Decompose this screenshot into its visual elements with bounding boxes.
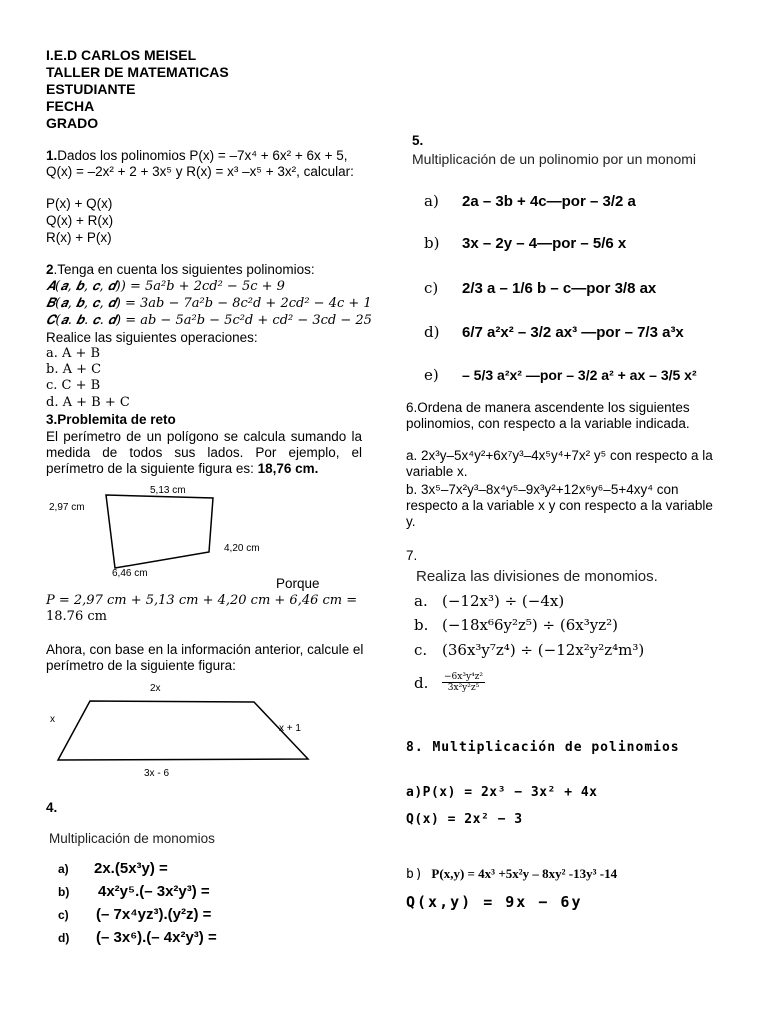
q7-item-a-label: a. xyxy=(414,592,428,610)
q7-number: 7. xyxy=(406,548,418,563)
q7-item-d-denominator: 3x²y²z⁵ xyxy=(447,683,480,693)
fig2-label-top: 2x xyxy=(150,683,161,694)
q2-number: 2 xyxy=(46,262,54,277)
q5-item-a xyxy=(424,192,636,210)
q5-item-a-expr: 2a – 3b + 4c—por – 3/2 a xyxy=(462,193,636,210)
q5-item-b-label: b) xyxy=(424,234,440,252)
student-label: ESTUDIANTE xyxy=(46,81,136,97)
q7-item-c xyxy=(414,641,644,659)
school-name: I.E.D CARLOS MEISEL xyxy=(46,47,197,63)
q5-item-d-label: d) xyxy=(424,323,440,341)
q7-item-b xyxy=(414,616,618,634)
q6-statement: 6.Ordena de manera ascendente los siguientes polinomios, con respecto a la variable indicada. xyxy=(406,400,690,431)
q2-op-d: d. A + B + C xyxy=(46,395,130,410)
q2-intro xyxy=(46,262,315,278)
q4-item-b-expr: 4x²y⁵.(– 3x²y³) = xyxy=(98,883,210,900)
q4-caption: Multiplicación de monomios xyxy=(49,831,215,846)
fig1-label-top: 5,13 cm xyxy=(150,485,186,496)
quadrilateral-figure-2 xyxy=(46,676,326,786)
q1-number: 1. xyxy=(46,148,58,163)
q2-poly-a: 𝑨(𝒂, 𝒃, 𝒄, 𝒅)) = 5a²b + 2cd² − 5c + 9 xyxy=(46,279,285,294)
q4-item-d xyxy=(58,929,217,946)
q8-b-label: b) xyxy=(406,867,424,882)
q7-item-c-expr: (36x³y⁷z⁴) ÷ (−12x²y²z⁴m³) xyxy=(442,641,645,659)
fig2-label-bottom: 3x - 6 xyxy=(144,768,170,779)
q5-item-d-expr: 6/7 a²x² – 3/2 ax³ —por – 7/3 a³x xyxy=(462,324,684,341)
q4-item-a-label: a) xyxy=(58,862,69,876)
q8-b-p: P(x,y) = 4x³ +5x²y – 8xy² -13y³ -14 xyxy=(431,866,618,881)
q3-result: 18.76 cm xyxy=(46,609,107,624)
q5-item-d xyxy=(424,323,684,341)
q8-b-q: Q(x,y) = 9x − 6y xyxy=(406,893,583,911)
q7-item-b-expr: (−18x⁶6y²z⁵) ÷ (6x³yz²) xyxy=(442,616,618,634)
q3-porque: Porque xyxy=(276,576,320,591)
q7-item-c-label: c. xyxy=(414,641,428,659)
q5-item-c-label: c) xyxy=(424,279,439,297)
q7-caption: Realiza las divisiones de monomios. xyxy=(416,568,658,585)
grade-label: GRADO xyxy=(46,115,99,131)
q4-item-b-label: b) xyxy=(58,885,70,899)
q8-a-q: Q(x) = 2x² − 3 xyxy=(406,812,523,827)
q4-item-c-expr: (– 7x⁴yz³).(y²z) = xyxy=(96,906,212,923)
q3-paragraph-value: 18,76 cm. xyxy=(257,461,319,476)
q2-op-a: a. A + B xyxy=(46,346,101,361)
q1-op-2: Q(x) + R(x) xyxy=(46,213,114,228)
q3-formula: P = 2,97 cm + 5,13 cm + 4,20 cm + 6,46 cm = xyxy=(46,593,358,608)
date-label: FECHA xyxy=(46,98,95,114)
q5-item-a-label: a) xyxy=(424,192,439,210)
q3-title: 3.Problemita de reto xyxy=(46,412,176,427)
q4-item-d-label: d) xyxy=(58,931,70,945)
q4-item-a-expr: 2x.(5x³y) = xyxy=(94,860,168,877)
q3-now: Ahora, con base en la información anterior, calcule el perímetro de la siguiente figura: xyxy=(46,642,364,673)
workshop-title: TALLER DE MATEMATICAS xyxy=(46,64,229,80)
q1-op-1: P(x) + Q(x) xyxy=(46,196,113,211)
q5-number: 5. xyxy=(412,133,424,148)
q5-item-b xyxy=(424,234,626,252)
q4-item-d-expr: (– 3x⁶).(– 4x²y³) = xyxy=(96,929,217,946)
q4-item-b xyxy=(58,883,210,900)
q4-number: 4. xyxy=(46,800,58,815)
q6-item-a: a. 2x³y–5x⁴y²+6x⁷y³–4x⁵y⁴+7x² y⁵ con respecto a la variable x. xyxy=(406,448,713,479)
q2-op-b: b. A + C xyxy=(46,362,102,377)
q5-item-c xyxy=(424,279,656,297)
q1-op-3: R(x) + P(x) xyxy=(46,230,112,245)
q5-item-e-expr: – 5/3 a²x² —por – 3/2 a² + ax – 3/5 x² xyxy=(462,367,697,383)
q2-realice: Realice las siguientes operaciones: xyxy=(46,330,258,345)
q7-item-d-fraction xyxy=(442,672,485,693)
quadrilateral-figure-1 xyxy=(46,480,276,580)
q5-item-e-label: e) xyxy=(424,366,439,384)
fig1-label-left: 2,97 cm xyxy=(49,502,85,513)
q2-op-c: c. C + B xyxy=(46,378,101,393)
q8-title: 8. Multiplicación de polinomios xyxy=(406,740,680,755)
q8-a-p: a)P(x) = 2x³ − 3x² + 4x xyxy=(406,785,598,800)
q2-poly-c: 𝑪(𝒂. 𝒃. 𝒄. 𝒅) = ab − 5a²b − 5c²d + cd² − 3cd − 25 xyxy=(46,313,372,328)
fig2-label-left: x xyxy=(50,714,55,725)
q3-paragraph xyxy=(46,429,362,477)
q2-poly-b: 𝑩(𝒂, 𝒃, 𝒄, 𝒅) = 3ab − 7a²b − 8c²d + 2cd² − 4c + 1 xyxy=(46,296,372,311)
q7-item-a-expr: (−12x³) ÷ (−4x) xyxy=(442,592,565,610)
q7-item-a xyxy=(414,592,564,610)
fig2-label-right: x + 1 xyxy=(279,723,301,734)
q7-item-d-label: d. xyxy=(414,673,429,692)
q5-caption: Multiplicación de un polinomio por un monomi xyxy=(412,151,697,167)
fig1-label-bottom: 6,46 cm xyxy=(112,568,148,579)
q6-item-b: b. 3x⁵–7x²y³–8x⁴y⁵–9x³y²+12x⁶y⁶–5+4xy⁴ con respecto a la variable x y con respecto a la variable y. xyxy=(406,482,713,529)
q7-item-d-numerator: −6x³y⁴z² xyxy=(444,672,483,682)
q5-item-b-expr: 3x – 2y – 4—por – 5/6 x xyxy=(462,235,627,252)
q1-line1: Dados los polinomios P(x) = –7x⁴ + 6x² + 6x + 5, xyxy=(57,148,348,163)
q7-item-d xyxy=(414,672,485,693)
q4-item-a xyxy=(58,860,168,877)
fig1-label-right: 4,20 cm xyxy=(224,543,260,554)
q1-statement xyxy=(46,148,376,180)
q5-item-c-expr: 2/3 a – 1/6 b – c—por 3/8 ax xyxy=(462,280,657,297)
q5-item-e xyxy=(424,366,697,384)
q3-paragraph-text: El perímetro de un polígono se calcula sumando la medida de todos sus lados. Por ejemplo, el perímetro de la siguiente figura es: xyxy=(46,429,362,476)
q2-intro-text: .Tenga en cuenta los siguientes polinomios: xyxy=(53,262,315,277)
q1-line2: Q(x) = –2x² + 2 + 3x⁵ y R(x) = x³ –x⁵ + 3x², calcular: xyxy=(46,164,354,179)
q7-item-b-label: b. xyxy=(414,616,429,634)
q8-b-p-line xyxy=(406,866,617,882)
q4-item-c xyxy=(58,906,211,923)
q4-item-c-label: c) xyxy=(58,908,69,922)
